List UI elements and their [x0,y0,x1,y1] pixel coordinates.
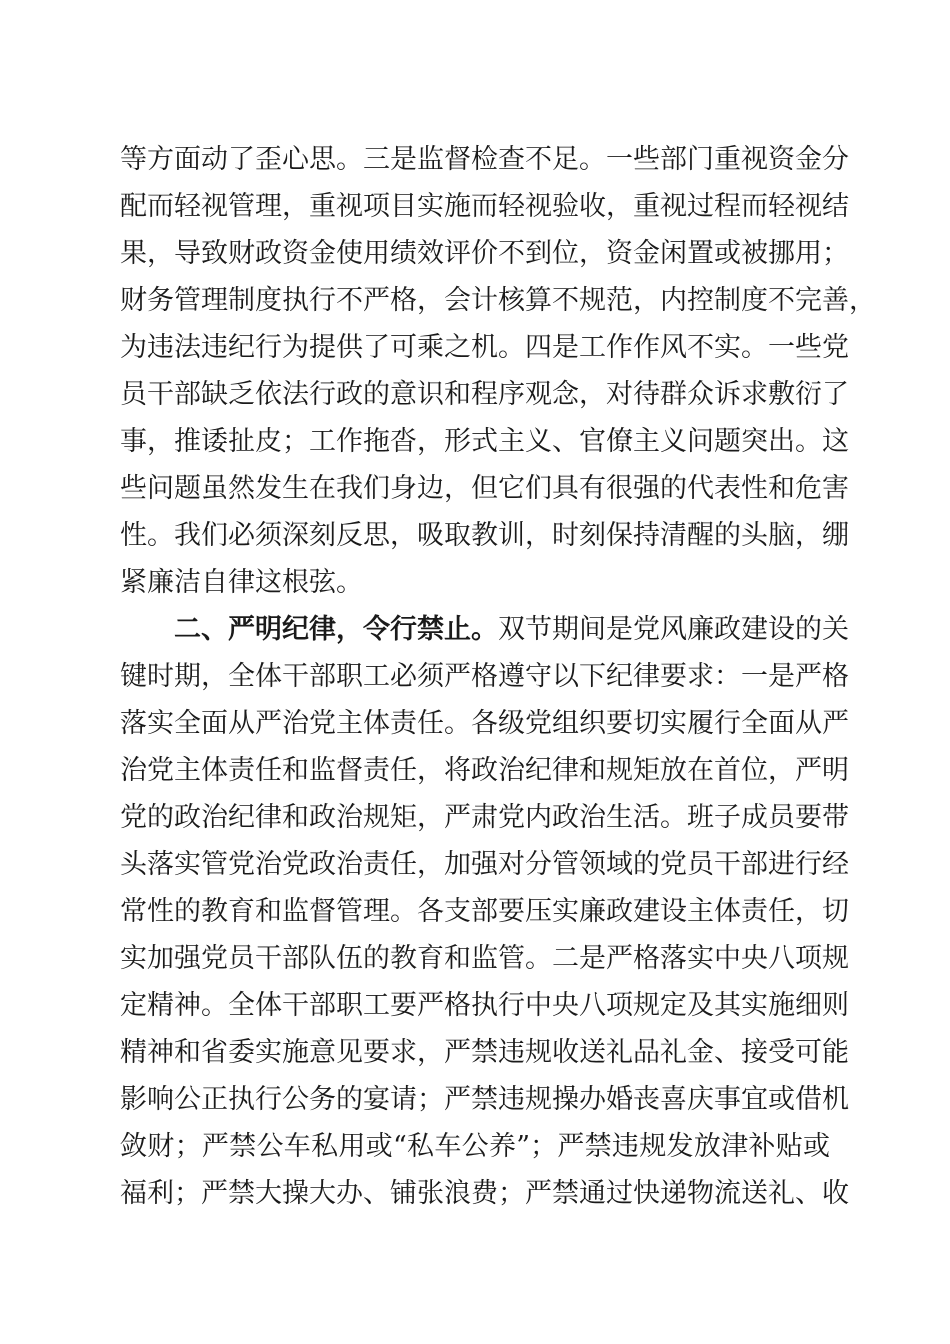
paragraph-line: 实加强党员干部队伍的教育和监管。二是严格落实中央八项规 [120,943,849,974]
section-heading: 二、严明纪律，令行禁止。 [174,614,498,645]
paragraph-line: 员干部缺乏依法行政的意识和程序观念，对待群众诉求敷衍了 [120,379,849,410]
paragraph-line: 常性的教育和监督管理。各支部要压实廉政建设主体责任，切 [120,896,849,927]
paragraph-line: 为违法违纪行为提供了可乘之机。四是工作作风不实。一些党 [120,332,849,363]
paragraph-line: 事，推诿扯皮；工作拖沓，形式主义、官僚主义问题突出。这 [120,426,849,457]
paragraph-line: 键时期，全体干部职工必须严格遵守以下纪律要求：一是严格 [120,661,849,692]
paragraph-line: 些问题虽然发生在我们身边，但它们具有很强的代表性和危害 [120,473,849,504]
paragraph-line: 配而轻视管理，重视项目实施而轻视验收，重视过程而轻视结 [120,191,849,222]
paragraph-line: 等方面动了歪心思。三是监督检查不足。一些部门重视资金分 [120,144,849,175]
paragraph-line: 果，导致财政资金使用绩效评价不到位，资金闲置或被挪用； [120,238,849,269]
paragraph-line: 落实全面从严治党主体责任。各级党组织要切实履行全面从严 [120,708,849,739]
paragraph-line: 敛财；严禁公车私用或“私车公养”；严禁违规发放津补贴或 [120,1131,830,1162]
paragraph-line: 财务管理制度执行不严格，会计核算不规范，内控制度不完善， [120,285,876,316]
paragraph-line: 福利；严禁大操大办、铺张浪费；严禁通过快递物流送礼、收 [120,1178,849,1209]
paragraph-line: 性。我们必须深刻反思，吸取教训，时刻保持清醒的头脑，绷 [120,520,849,551]
section-heading-rest: 双节期间是党风廉政建设的关 [498,614,849,645]
paragraph-line: 精神和省委实施意见要求，严禁违规收送礼品礼金、接受可能 [120,1037,849,1068]
paragraph-line: 影响公正执行公务的宴请；严禁违规操办婚丧喜庆事宜或借机 [120,1084,849,1115]
paragraph-line: 头落实管党治党政治责任，加强对分管领域的党员干部进行经 [120,849,849,880]
paragraph-line: 治党主体责任和监督责任，将政治纪律和规矩放在首位，严明 [120,755,849,786]
paragraph-line: 党的政治纪律和政治规矩，严肃党内政治生活。班子成员要带 [120,802,849,833]
paragraph-line: 紧廉洁自律这根弦。 [120,567,363,598]
paragraph-line: 定精神。全体干部职工要严格执行中央八项规定及其实施细则 [120,990,849,1021]
section-heading-line [174,612,849,648]
